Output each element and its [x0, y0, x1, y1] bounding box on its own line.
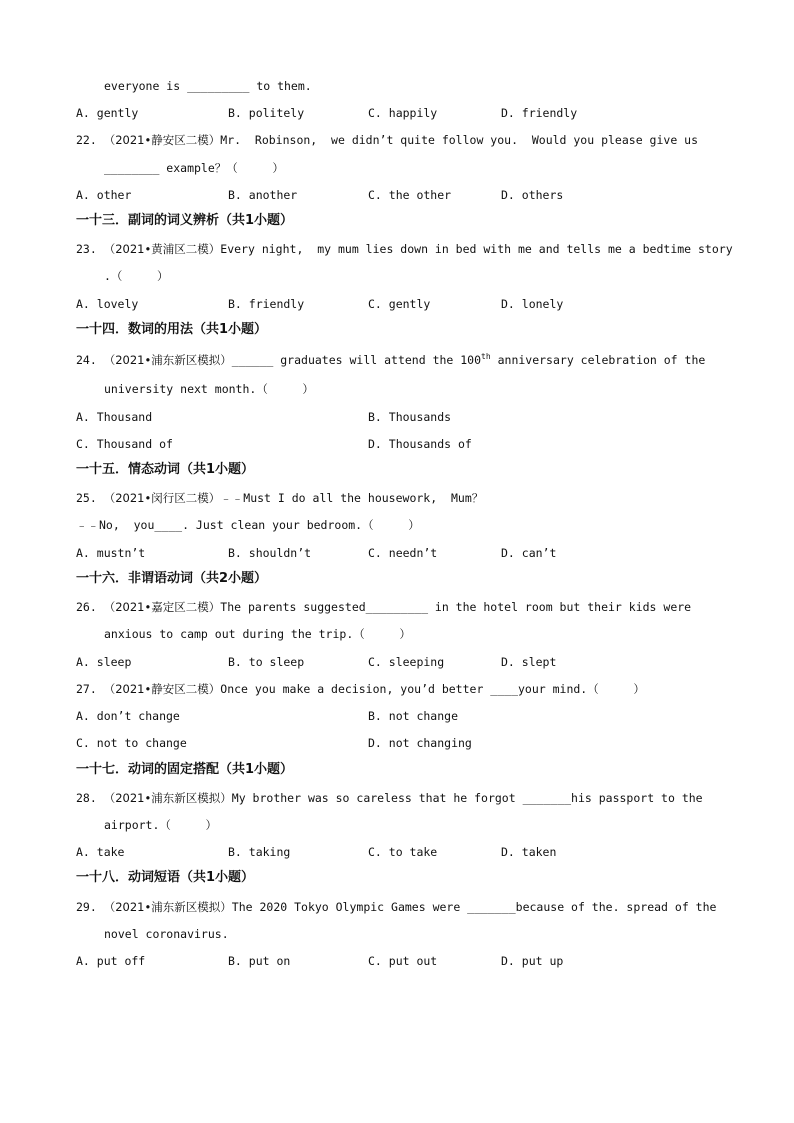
q25-option-d[interactable]: D. can’t	[501, 546, 557, 560]
q23-stem	[76, 241, 733, 257]
q26-source: （2021•嘉定区二模）	[103, 600, 221, 614]
q23-option-b[interactable]: B. friendly	[228, 297, 305, 311]
q24-option-c[interactable]: C. Thousand of	[76, 437, 173, 451]
q23-option-d[interactable]: D. lonely	[501, 297, 564, 311]
q22-stem	[76, 132, 698, 148]
q27-option-d[interactable]: D. not changing	[368, 736, 472, 750]
q29-continuation: novel coronavirus.	[104, 927, 229, 941]
section-heading-17: 一十七．动词的固定搭配（共1小题）	[76, 762, 294, 777]
q28-stem	[76, 790, 703, 806]
q26-continuation: anxious to camp out during the trip.（ ）	[104, 627, 411, 641]
q27-text: Once you make a decision, you’d better ____your mind.（ ）	[220, 682, 645, 696]
q28-continuation: airport.（ ）	[104, 818, 218, 832]
q22-continuation: ________ example？（ ）	[104, 161, 284, 175]
q23-continuation: .（ ）	[104, 269, 169, 283]
q24-stem	[76, 352, 705, 368]
q24-option-b[interactable]: B. Thousands	[368, 410, 452, 424]
q26-stem	[76, 599, 691, 615]
q28-number: 28.	[76, 791, 97, 805]
q28-option-a[interactable]: A. take	[76, 845, 125, 859]
q28-source: （2021•浦东新区模拟）	[103, 791, 232, 805]
q24-continuation: university next month.（ ）	[104, 382, 314, 396]
q27-option-b[interactable]: B. not change	[368, 709, 459, 723]
q21-option-b[interactable]: B. politely	[228, 106, 305, 120]
q29-text: The 2020 Tokyo Olympic Games were _______because of the. spread of the	[231, 900, 717, 914]
q21-option-c[interactable]: C. happily	[368, 106, 438, 120]
q27-number: 27.	[76, 682, 97, 696]
q23-option-a[interactable]: A. lovely	[76, 297, 139, 311]
q29-stem	[76, 899, 716, 915]
q26-number: 26.	[76, 600, 97, 614]
section-heading-13: 一十三．副词的词义辨析（共1小题）	[76, 213, 294, 228]
q29-option-c[interactable]: C. put out	[368, 954, 438, 968]
q26-option-d[interactable]: D. slept	[501, 655, 557, 669]
q25-number: 25.	[76, 491, 97, 505]
section-heading-14: 一十四．数词的用法（共1小题）	[76, 322, 268, 337]
q28-option-d[interactable]: D. taken	[501, 845, 557, 859]
q28-option-c[interactable]: C. to take	[368, 845, 438, 859]
section-heading-18: 一十八．动词短语（共1小题）	[76, 870, 255, 885]
q28-text: My brother was so careless that he forgot _______his passport to the	[231, 791, 703, 805]
q22-text: Mr. Robinson, we didn’t quite follow you. Would you please give us	[220, 133, 699, 147]
q26-text: The parents suggested_________ in the hotel room but their kids were	[220, 600, 692, 614]
q24-option-a[interactable]: A. Thousand	[76, 410, 153, 424]
q22-source: （2021•静安区二模）	[103, 133, 221, 147]
section-heading-16: 一十六．非谓语动词（共2小题）	[76, 571, 268, 586]
q24-text-post: anniversary celebration of the	[490, 353, 706, 367]
q29-option-b[interactable]: B. put on	[228, 954, 291, 968]
q25-stem	[76, 490, 483, 506]
q24-number: 24.	[76, 353, 97, 367]
q22-option-c[interactable]: C. the other	[368, 188, 452, 202]
q29-source: （2021•浦东新区模拟）	[103, 900, 232, 914]
q25-text: ﹣﹣Must I do all the housework, Mum？	[220, 491, 484, 505]
q22-option-b[interactable]: B. another	[228, 188, 298, 202]
q22-option-a[interactable]: A. other	[76, 188, 132, 202]
q22-number: 22.	[76, 133, 97, 147]
q21-continuation: everyone is _________ to them.	[104, 79, 312, 93]
q29-option-d[interactable]: D. put up	[501, 954, 564, 968]
q25-source: （2021•闵行区二模）	[103, 491, 221, 505]
q29-option-a[interactable]: A. put off	[76, 954, 146, 968]
q23-text: Every night, my mum lies down in bed with me and tells me a bedtime story	[220, 242, 733, 256]
section-heading-15: 一十五．情态动词（共1小题）	[76, 462, 255, 477]
q23-source: （2021•黄浦区二模）	[103, 242, 221, 256]
q24-text-pre: ______ graduates will attend the 100	[231, 353, 482, 367]
q24-text-superscript: th	[481, 352, 491, 362]
q21-option-d[interactable]: D. friendly	[501, 106, 578, 120]
q29-number: 29.	[76, 900, 97, 914]
q25-dialogue-line-2: ﹣﹣No, you____. Just clean your bedroom.（ ）	[76, 518, 420, 532]
q27-option-a[interactable]: A. don’t change	[76, 709, 180, 723]
q25-option-c[interactable]: C. needn’t	[368, 546, 438, 560]
q24-option-d[interactable]: D. Thousands of	[368, 437, 472, 451]
q27-source: （2021•静安区二模）	[103, 682, 221, 696]
q28-option-b[interactable]: B. taking	[228, 845, 291, 859]
q26-option-c[interactable]: C. sleeping	[368, 655, 445, 669]
q24-source: （2021•浦东新区模拟）	[103, 353, 232, 367]
q23-option-c[interactable]: C. gently	[368, 297, 431, 311]
q26-option-a[interactable]: A. sleep	[76, 655, 132, 669]
q23-number: 23.	[76, 242, 97, 256]
q27-stem	[76, 681, 645, 697]
q26-option-b[interactable]: B. to sleep	[228, 655, 305, 669]
q25-option-b[interactable]: B. shouldn’t	[228, 546, 312, 560]
q21-option-a[interactable]: A. gently	[76, 106, 139, 120]
q27-option-c[interactable]: C. not to change	[76, 736, 187, 750]
q22-option-d[interactable]: D. others	[501, 188, 564, 202]
q25-option-a[interactable]: A. mustn’t	[76, 546, 146, 560]
